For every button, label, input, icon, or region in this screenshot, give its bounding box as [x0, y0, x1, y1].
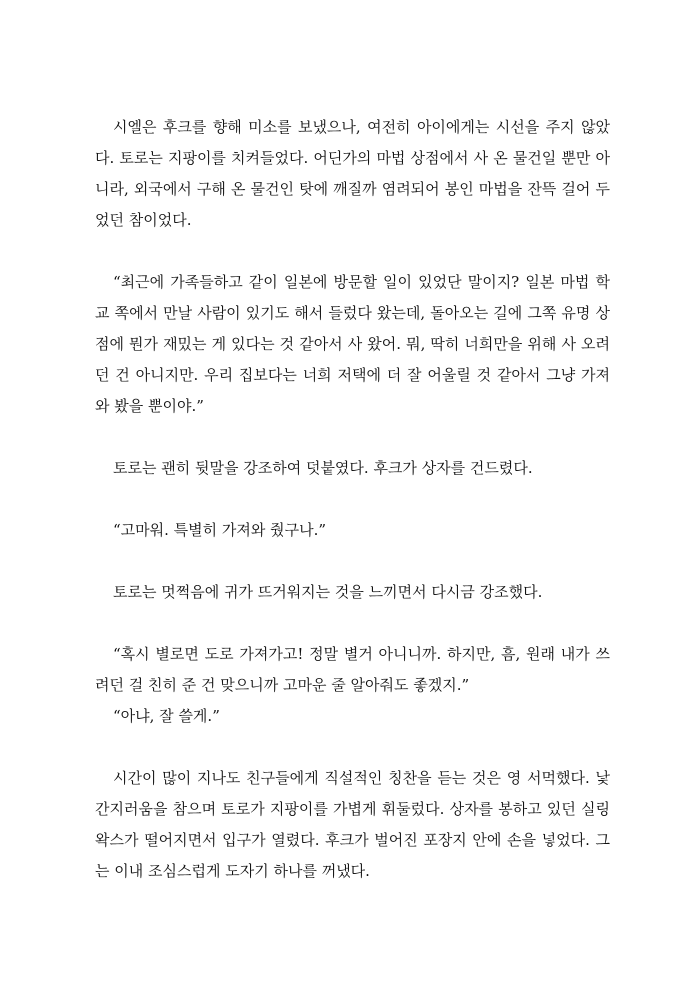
- paragraph-dialogue-4: “아냐, 잘 쓸게.”: [113, 707, 220, 725]
- paragraph-gap: [95, 236, 610, 267]
- paragraph-narration-4: 시간이 많이 지나도 친구들에게 직설적인 칭찬을 듣는 것은 영 서먹했다. 낯간지러움을 참으며 토로가 지팡이를 가볍게 휘둘렀다. 상자를 봉하고 있던 실링 왁스가 떨어지면서 입구가 열렸다. 후크가 벌어진 포장지 안에 손을 넣었다. 그는 이내 조심스럽게 도자기 하나를 꺼냈다.: [95, 769, 610, 880]
- paragraph-gap: [95, 484, 610, 515]
- paragraph-narration-3: 토로는 멋쩍음에 귀가 뜨거워지는 것을 느끼면서 다시금 강조했다.: [113, 583, 543, 601]
- paragraph-gap: [95, 546, 610, 577]
- document-page: [95, 112, 610, 887]
- paragraph-gap: [95, 422, 610, 453]
- paragraph-narration-1: 시엘은 후크를 향해 미소를 보냈으나, 여전히 아이에게는 시선을 주지 않았다. 토로는 지팡이를 치켜들었다. 어딘가의 마법 상점에서 사 온 물건일 뿐만 아니라, 외국에서 구해 온 물건인 탓에 깨질까 염려되어 봉인 마법을 잔뜩 걸어 두었던 참이었다.: [95, 118, 610, 229]
- paragraph-gap: [95, 608, 610, 639]
- paragraph-dialogue-1: “최근에 가족들하고 같이 일본에 방문할 일이 있었단 말이지? 일본 마법 학교 쪽에서 만날 사람이 있기도 해서 들렀다 왔는데, 돌아오는 길에 그쪽 유명 상점에 뭔가 재밌는 게 있다는 것 같아서 사 왔어. 뭐, 딱히 너희만을 위해 사 오려던 건 아니지만. 우리 집보다는 너희 저택에 더 잘 어울릴 것 같아서 그냥 가져와 봤을 뿐이야.”: [95, 273, 610, 415]
- paragraph-dialogue-2: “고마워. 특별히 가져와 줬구나.”: [113, 521, 327, 539]
- paragraph-narration-2: 토로는 괜히 뒷말을 강조하여 덧붙였다. 후크가 상자를 건드렸다.: [113, 459, 533, 477]
- paragraph-dialogue-3: “혹시 별로면 도로 가져가고! 정말 별거 아니니까. 하지만, 흠, 원래 내가 쓰려던 걸 친히 준 건 맞으니까 고마운 줄 알아줘도 좋겠지.”: [95, 645, 610, 694]
- paragraph-gap: [95, 732, 610, 763]
